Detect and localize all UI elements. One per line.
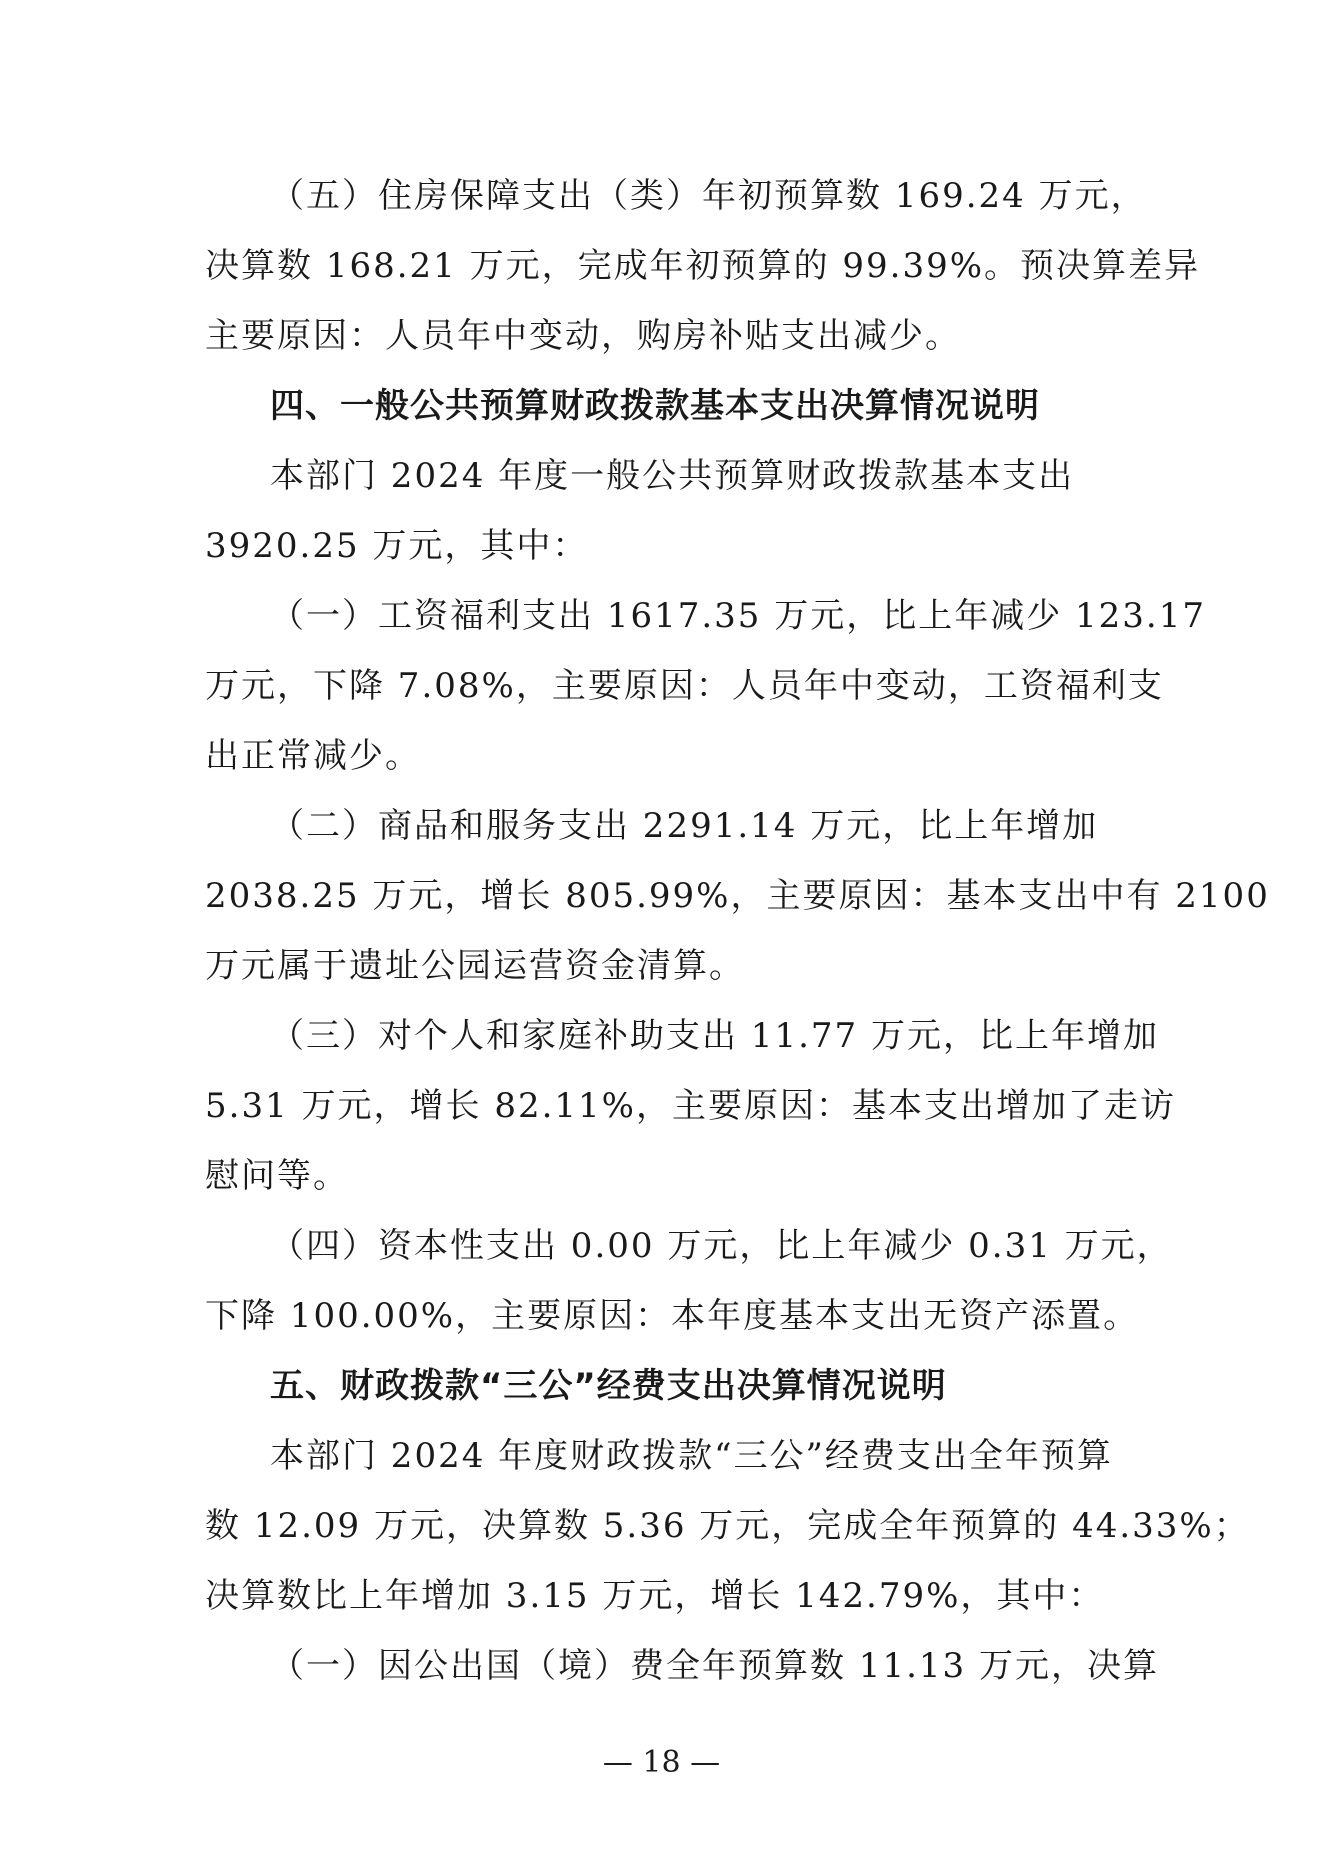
paragraph-line: （三）对个人和家庭补助支出 11.77 万元，比上年增加 bbox=[270, 1016, 1159, 1056]
paragraph-line: 决算数比上年增加 3.15 万元，增长 142.79%，其中： bbox=[205, 1576, 1105, 1616]
paragraph-line: 慰问等。 bbox=[205, 1156, 349, 1196]
paragraph-line: 5.31 万元，增长 82.11%，主要原因：基本支出增加了走访 bbox=[205, 1086, 1176, 1126]
paragraph-line: 万元，下降 7.08%，主要原因：人员年中变动，工资福利支 bbox=[205, 666, 1164, 706]
paragraph-line: 主要原因：人员年中变动，购房补贴支出减少。 bbox=[205, 316, 961, 356]
paragraph-line: 数 12.09 万元，决算数 5.36 万元，完成全年预算的 44.33%； bbox=[205, 1506, 1250, 1546]
paragraph-line: 3920.25 万元，其中： bbox=[205, 526, 589, 566]
paragraph-line: （五）住房保障支出（类）年初预算数 169.24 万元， bbox=[270, 176, 1147, 216]
paragraph-line: （一）因公出国（境）费全年预算数 11.13 万元，决算 bbox=[270, 1646, 1159, 1686]
paragraph-line: 下降 100.00%，主要原因：本年度基本支出无资产添置。 bbox=[205, 1296, 1140, 1336]
page-number: — 18 — bbox=[602, 1745, 721, 1780]
paragraph-line: （四）资本性支出 0.00 万元，比上年减少 0.31 万元， bbox=[270, 1226, 1173, 1266]
paragraph-line: 2038.25 万元，增长 805.99%，主要原因：基本支出中有 2100 bbox=[205, 876, 1270, 916]
paragraph-line: 万元属于遗址公园运营资金清算。 bbox=[205, 946, 745, 986]
paragraph-line: （一）工资福利支出 1617.35 万元，比上年减少 123.17 bbox=[270, 596, 1206, 636]
section-heading: 五、财政拨款“三公”经费支出决算情况说明 bbox=[270, 1366, 947, 1406]
paragraph-line: （二）商品和服务支出 2291.14 万元，比上年增加 bbox=[270, 806, 1099, 846]
section-heading: 四、一般公共预算财政拨款基本支出决算情况说明 bbox=[270, 386, 1040, 426]
paragraph-line: 本部门 2024 年度财政拨款“三公”经费支出全年预算 bbox=[270, 1436, 1113, 1476]
paragraph-line: 出正常减少。 bbox=[205, 736, 421, 776]
paragraph-line: 本部门 2024 年度一般公共预算财政拨款基本支出 bbox=[270, 456, 1075, 496]
paragraph-line: 决算数 168.21 万元，完成年初预算的 99.39%。预决算差异 bbox=[205, 246, 1201, 286]
